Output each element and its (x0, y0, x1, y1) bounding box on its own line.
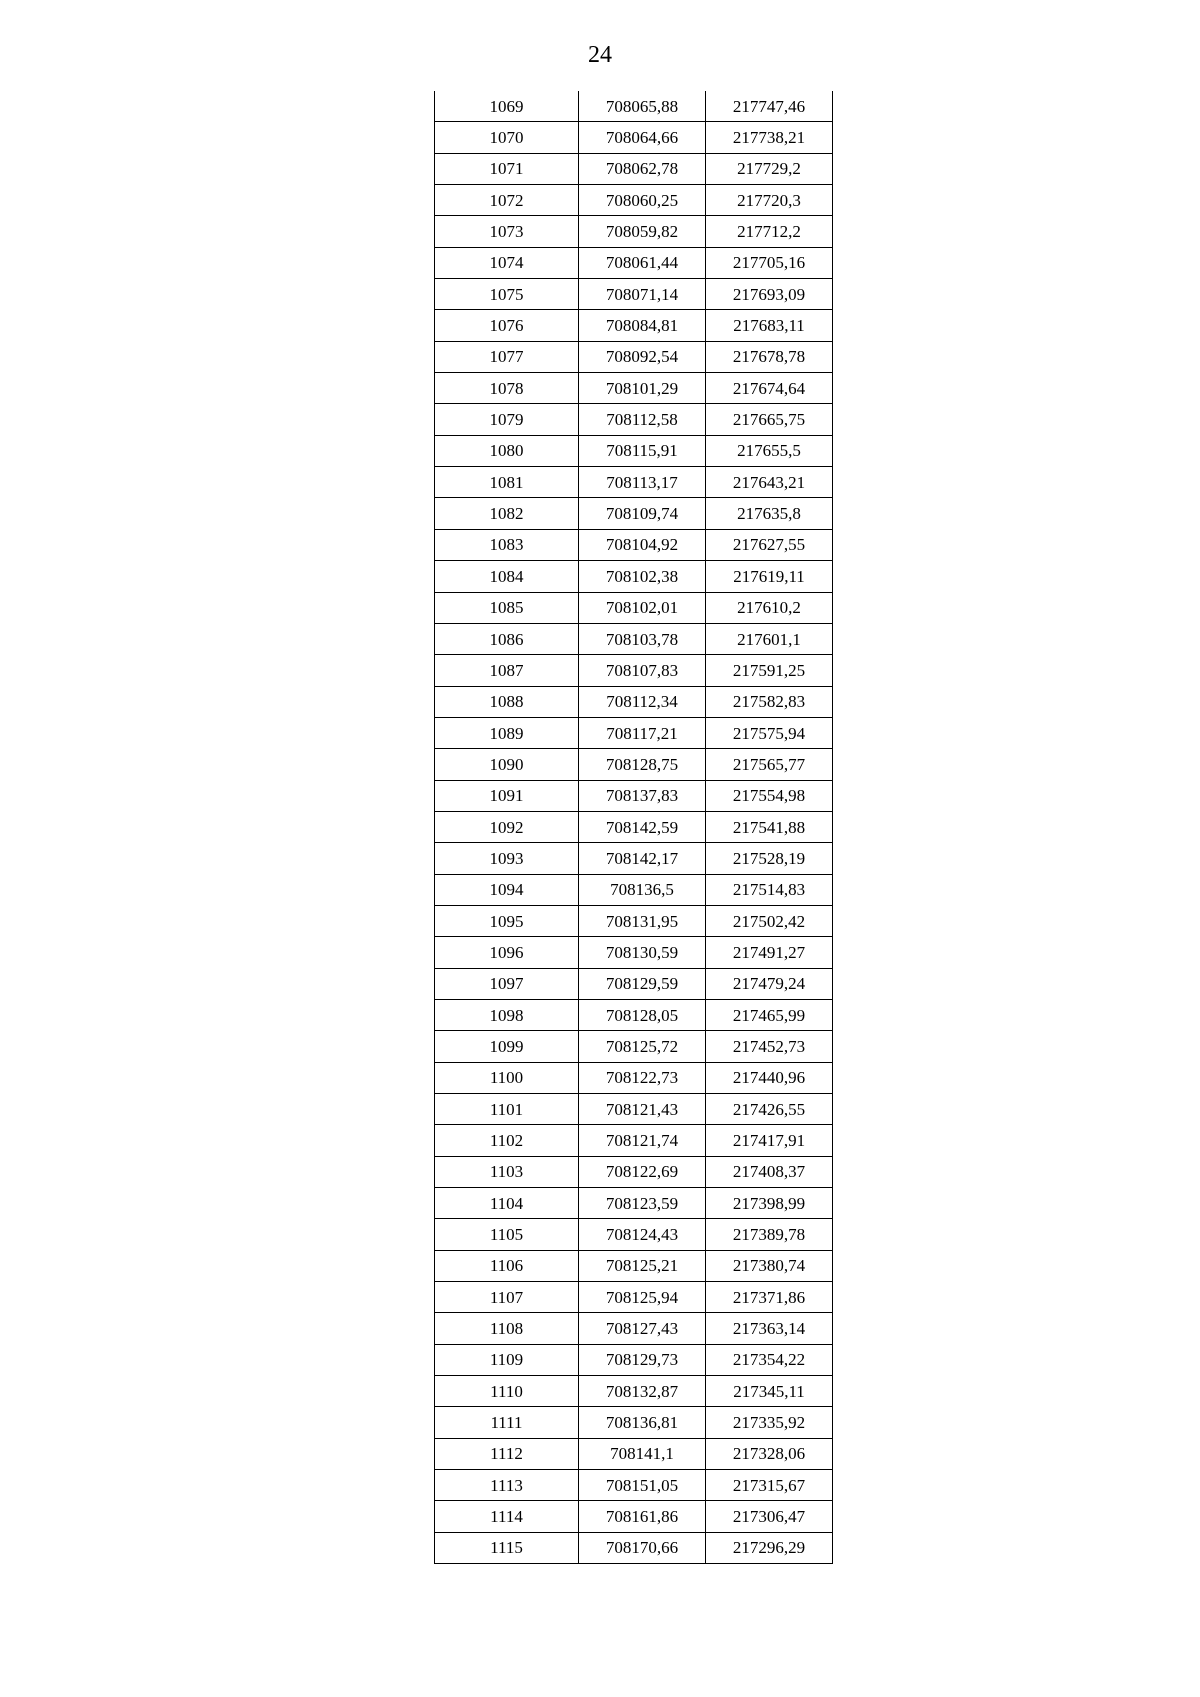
table-row (435, 717, 833, 748)
point-number-cell: 1073 (435, 216, 579, 247)
y-coordinate-cell: 217315,67 (706, 1470, 833, 1501)
table-row (435, 905, 833, 936)
y-coordinate-cell: 217345,11 (706, 1376, 833, 1407)
x-coordinate-cell: 708104,92 (579, 529, 706, 560)
y-coordinate-cell: 217591,25 (706, 655, 833, 686)
table-row (435, 592, 833, 623)
point-number-cell: 1082 (435, 498, 579, 529)
page-number: 24 (588, 42, 612, 68)
y-coordinate-cell: 217296,29 (706, 1532, 833, 1563)
x-coordinate-cell: 708103,78 (579, 623, 706, 654)
point-number-cell: 1104 (435, 1188, 579, 1219)
x-coordinate-cell: 708151,05 (579, 1470, 706, 1501)
coordinates-table-body (435, 91, 833, 1564)
table-row (435, 1438, 833, 1469)
point-number-cell: 1114 (435, 1501, 579, 1532)
x-coordinate-cell: 708129,59 (579, 968, 706, 999)
y-coordinate-cell: 217665,75 (706, 404, 833, 435)
table-row (435, 216, 833, 247)
table-row (435, 91, 833, 122)
y-coordinate-cell: 217738,21 (706, 122, 833, 153)
point-number-cell: 1099 (435, 1031, 579, 1062)
table-row (435, 1094, 833, 1125)
point-number-cell: 1079 (435, 404, 579, 435)
point-number-cell: 1101 (435, 1094, 579, 1125)
y-coordinate-cell: 217363,14 (706, 1313, 833, 1344)
table-row (435, 811, 833, 842)
table-row (435, 1501, 833, 1532)
x-coordinate-cell: 708142,17 (579, 843, 706, 874)
x-coordinate-cell: 708092,54 (579, 341, 706, 372)
x-coordinate-cell: 708064,66 (579, 122, 706, 153)
table-row (435, 968, 833, 999)
y-coordinate-cell: 217408,37 (706, 1156, 833, 1187)
y-coordinate-cell: 217610,2 (706, 592, 833, 623)
y-coordinate-cell: 217541,88 (706, 811, 833, 842)
point-number-cell: 1111 (435, 1407, 579, 1438)
y-coordinate-cell: 217655,5 (706, 435, 833, 466)
x-coordinate-cell: 708059,82 (579, 216, 706, 247)
table-row (435, 373, 833, 404)
point-number-cell: 1075 (435, 279, 579, 310)
x-coordinate-cell: 708128,75 (579, 749, 706, 780)
table-row (435, 122, 833, 153)
point-number-cell: 1110 (435, 1376, 579, 1407)
x-coordinate-cell: 708101,29 (579, 373, 706, 404)
x-coordinate-cell: 708123,59 (579, 1188, 706, 1219)
point-number-cell: 1108 (435, 1313, 579, 1344)
table-row (435, 1188, 833, 1219)
point-number-cell: 1086 (435, 623, 579, 654)
table-row (435, 1156, 833, 1187)
x-coordinate-cell: 708142,59 (579, 811, 706, 842)
table-row (435, 498, 833, 529)
table-row (435, 404, 833, 435)
y-coordinate-cell: 217479,24 (706, 968, 833, 999)
x-coordinate-cell: 708102,38 (579, 561, 706, 592)
point-number-cell: 1115 (435, 1532, 579, 1563)
x-coordinate-cell: 708122,69 (579, 1156, 706, 1187)
point-number-cell: 1070 (435, 122, 579, 153)
point-number-cell: 1071 (435, 153, 579, 184)
x-coordinate-cell: 708136,81 (579, 1407, 706, 1438)
x-coordinate-cell: 708137,83 (579, 780, 706, 811)
y-coordinate-cell: 217514,83 (706, 874, 833, 905)
x-coordinate-cell: 708121,74 (579, 1125, 706, 1156)
x-coordinate-cell: 708131,95 (579, 905, 706, 936)
table-row (435, 1031, 833, 1062)
point-number-cell: 1093 (435, 843, 579, 874)
table-row (435, 310, 833, 341)
point-number-cell: 1076 (435, 310, 579, 341)
x-coordinate-cell: 708121,43 (579, 1094, 706, 1125)
point-number-cell: 1080 (435, 435, 579, 466)
point-number-cell: 1087 (435, 655, 579, 686)
table-row (435, 623, 833, 654)
y-coordinate-cell: 217678,78 (706, 341, 833, 372)
table-row (435, 1062, 833, 1093)
point-number-cell: 1084 (435, 561, 579, 592)
table-row (435, 1407, 833, 1438)
y-coordinate-cell: 217601,1 (706, 623, 833, 654)
point-number-cell: 1113 (435, 1470, 579, 1501)
y-coordinate-cell: 217465,99 (706, 999, 833, 1030)
table-row (435, 247, 833, 278)
y-coordinate-cell: 217693,09 (706, 279, 833, 310)
y-coordinate-cell: 217683,11 (706, 310, 833, 341)
point-number-cell: 1090 (435, 749, 579, 780)
y-coordinate-cell: 217328,06 (706, 1438, 833, 1469)
point-number-cell: 1072 (435, 185, 579, 216)
table-row (435, 185, 833, 216)
point-number-cell: 1105 (435, 1219, 579, 1250)
point-number-cell: 1100 (435, 1062, 579, 1093)
point-number-cell: 1102 (435, 1125, 579, 1156)
y-coordinate-cell: 217619,11 (706, 561, 833, 592)
point-number-cell: 1091 (435, 780, 579, 811)
table-row (435, 1125, 833, 1156)
table-row (435, 1344, 833, 1375)
y-coordinate-cell: 217389,78 (706, 1219, 833, 1250)
point-number-cell: 1109 (435, 1344, 579, 1375)
y-coordinate-cell: 217502,42 (706, 905, 833, 936)
x-coordinate-cell: 708084,81 (579, 310, 706, 341)
y-coordinate-cell: 217380,74 (706, 1250, 833, 1281)
table-row (435, 153, 833, 184)
point-number-cell: 1094 (435, 874, 579, 905)
coordinates-table (434, 91, 833, 1564)
y-coordinate-cell: 217426,55 (706, 1094, 833, 1125)
table-row (435, 874, 833, 905)
y-coordinate-cell: 217720,3 (706, 185, 833, 216)
y-coordinate-cell: 217582,83 (706, 686, 833, 717)
x-coordinate-cell: 708102,01 (579, 592, 706, 623)
x-coordinate-cell: 708125,72 (579, 1031, 706, 1062)
y-coordinate-cell: 217565,77 (706, 749, 833, 780)
y-coordinate-cell: 217440,96 (706, 1062, 833, 1093)
x-coordinate-cell: 708061,44 (579, 247, 706, 278)
x-coordinate-cell: 708170,66 (579, 1532, 706, 1563)
table-row (435, 749, 833, 780)
table-row (435, 341, 833, 372)
y-coordinate-cell: 217705,16 (706, 247, 833, 278)
y-coordinate-cell: 217528,19 (706, 843, 833, 874)
table-row (435, 467, 833, 498)
point-number-cell: 1078 (435, 373, 579, 404)
x-coordinate-cell: 708115,91 (579, 435, 706, 466)
y-coordinate-cell: 217491,27 (706, 937, 833, 968)
y-coordinate-cell: 217643,21 (706, 467, 833, 498)
y-coordinate-cell: 217729,2 (706, 153, 833, 184)
x-coordinate-cell: 708112,58 (579, 404, 706, 435)
point-number-cell: 1074 (435, 247, 579, 278)
y-coordinate-cell: 217398,99 (706, 1188, 833, 1219)
table-row (435, 435, 833, 466)
y-coordinate-cell: 217747,46 (706, 91, 833, 122)
x-coordinate-cell: 708124,43 (579, 1219, 706, 1250)
point-number-cell: 1083 (435, 529, 579, 560)
table-row (435, 1250, 833, 1281)
x-coordinate-cell: 708060,25 (579, 185, 706, 216)
point-number-cell: 1069 (435, 91, 579, 122)
table-row (435, 1532, 833, 1563)
y-coordinate-cell: 217371,86 (706, 1282, 833, 1313)
point-number-cell: 1088 (435, 686, 579, 717)
table-row (435, 529, 833, 560)
table-row (435, 999, 833, 1030)
point-number-cell: 1097 (435, 968, 579, 999)
table-row (435, 279, 833, 310)
x-coordinate-cell: 708141,1 (579, 1438, 706, 1469)
table-row (435, 655, 833, 686)
point-number-cell: 1085 (435, 592, 579, 623)
x-coordinate-cell: 708109,74 (579, 498, 706, 529)
table-row (435, 686, 833, 717)
y-coordinate-cell: 217335,92 (706, 1407, 833, 1438)
x-coordinate-cell: 708132,87 (579, 1376, 706, 1407)
x-coordinate-cell: 708127,43 (579, 1313, 706, 1344)
x-coordinate-cell: 708130,59 (579, 937, 706, 968)
table-row (435, 1376, 833, 1407)
y-coordinate-cell: 217354,22 (706, 1344, 833, 1375)
x-coordinate-cell: 708071,14 (579, 279, 706, 310)
x-coordinate-cell: 708117,21 (579, 717, 706, 748)
point-number-cell: 1098 (435, 999, 579, 1030)
y-coordinate-cell: 217575,94 (706, 717, 833, 748)
point-number-cell: 1112 (435, 1438, 579, 1469)
x-coordinate-cell: 708161,86 (579, 1501, 706, 1532)
table-row (435, 1282, 833, 1313)
table-row (435, 1313, 833, 1344)
y-coordinate-cell: 217627,55 (706, 529, 833, 560)
x-coordinate-cell: 708113,17 (579, 467, 706, 498)
table-row (435, 843, 833, 874)
point-number-cell: 1077 (435, 341, 579, 372)
x-coordinate-cell: 708065,88 (579, 91, 706, 122)
y-coordinate-cell: 217674,64 (706, 373, 833, 404)
x-coordinate-cell: 708129,73 (579, 1344, 706, 1375)
y-coordinate-cell: 217306,47 (706, 1501, 833, 1532)
x-coordinate-cell: 708128,05 (579, 999, 706, 1030)
y-coordinate-cell: 217417,91 (706, 1125, 833, 1156)
x-coordinate-cell: 708062,78 (579, 153, 706, 184)
table-row (435, 937, 833, 968)
x-coordinate-cell: 708112,34 (579, 686, 706, 717)
point-number-cell: 1096 (435, 937, 579, 968)
table-row (435, 561, 833, 592)
table-row (435, 1219, 833, 1250)
y-coordinate-cell: 217554,98 (706, 780, 833, 811)
x-coordinate-cell: 708125,94 (579, 1282, 706, 1313)
x-coordinate-cell: 708125,21 (579, 1250, 706, 1281)
table-row (435, 780, 833, 811)
point-number-cell: 1092 (435, 811, 579, 842)
y-coordinate-cell: 217712,2 (706, 216, 833, 247)
point-number-cell: 1106 (435, 1250, 579, 1281)
point-number-cell: 1095 (435, 905, 579, 936)
point-number-cell: 1107 (435, 1282, 579, 1313)
x-coordinate-cell: 708136,5 (579, 874, 706, 905)
x-coordinate-cell: 708107,83 (579, 655, 706, 686)
point-number-cell: 1089 (435, 717, 579, 748)
table-row (435, 1470, 833, 1501)
y-coordinate-cell: 217635,8 (706, 498, 833, 529)
point-number-cell: 1081 (435, 467, 579, 498)
x-coordinate-cell: 708122,73 (579, 1062, 706, 1093)
point-number-cell: 1103 (435, 1156, 579, 1187)
y-coordinate-cell: 217452,73 (706, 1031, 833, 1062)
